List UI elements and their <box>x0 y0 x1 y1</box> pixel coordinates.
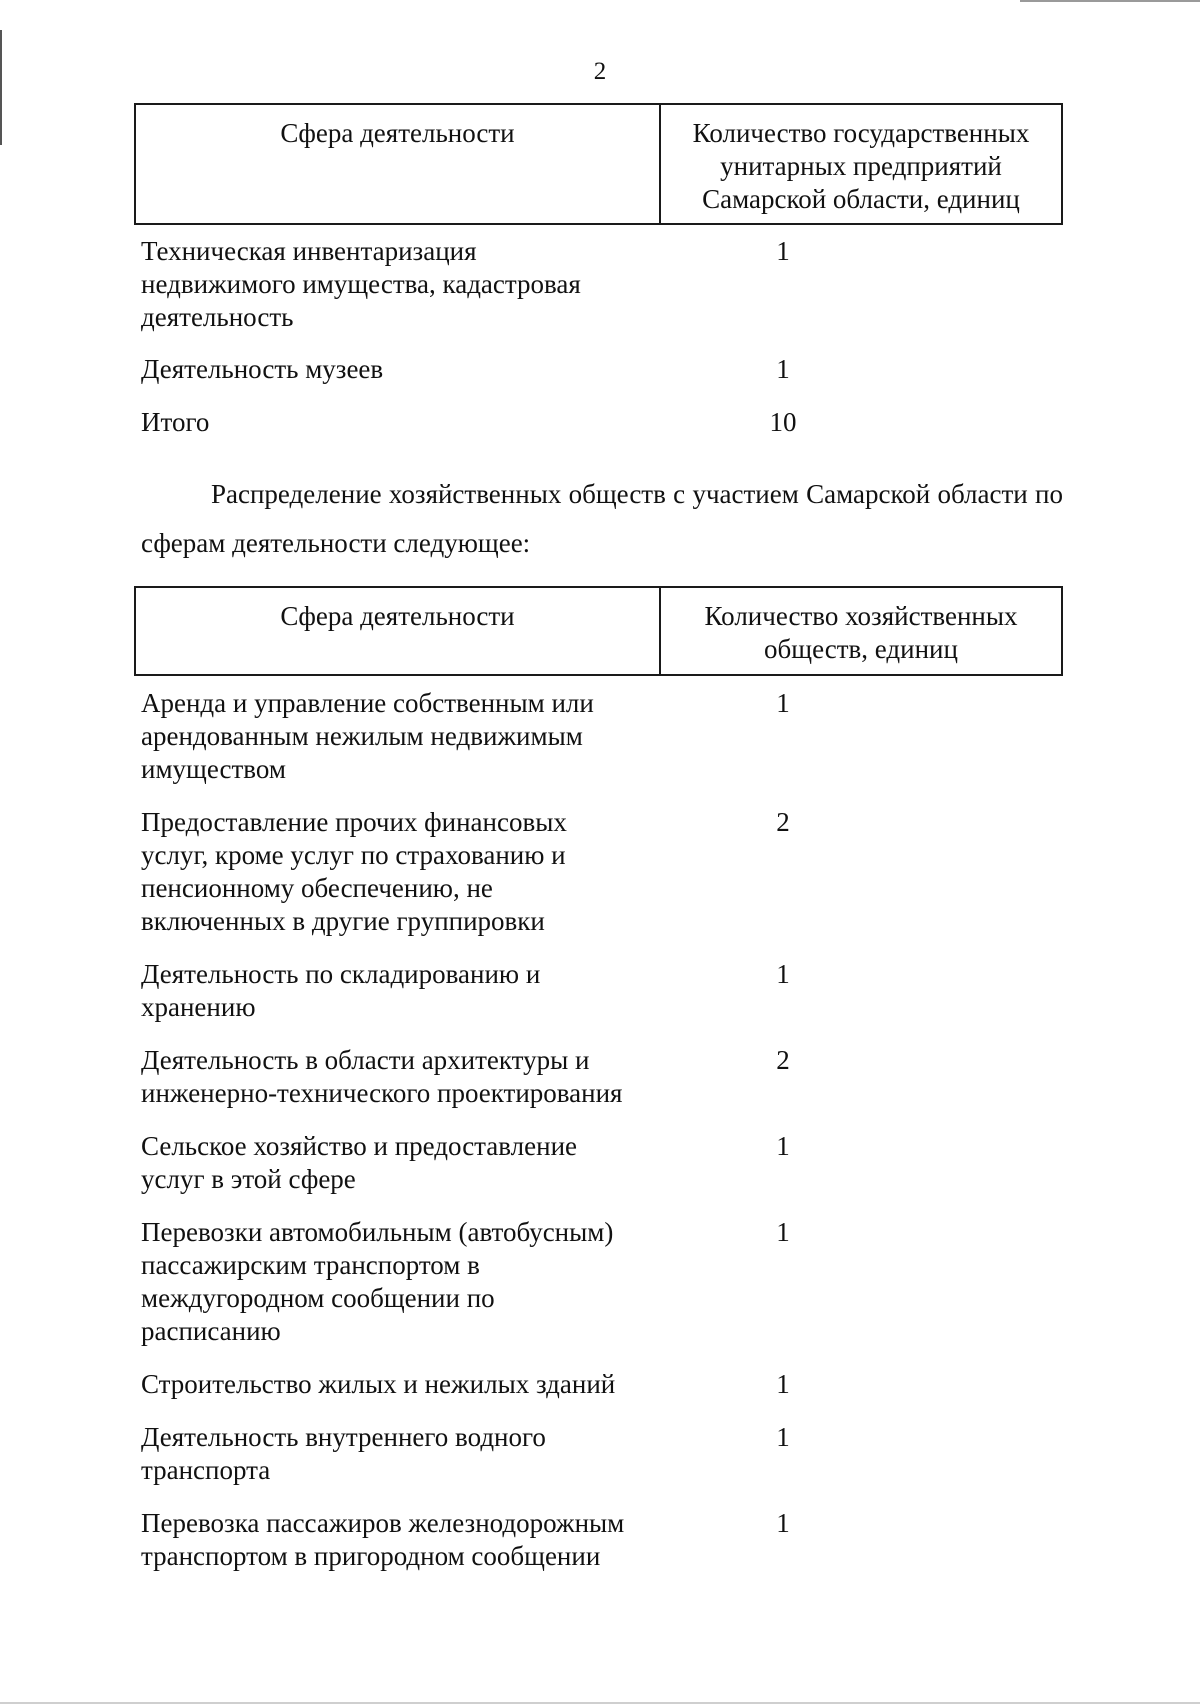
row-count: 1 <box>776 236 790 266</box>
row-sphere-line: расписанию <box>141 1316 281 1346</box>
row-sphere-line: Деятельность музеев <box>141 354 384 384</box>
intro-paragraph: Распределение хозяйственных обществ с участием Самарской области по сферам деятельности следующее: <box>141 479 1063 558</box>
row-count: 1 <box>776 1508 790 1538</box>
row-count: 10 <box>769 407 797 437</box>
table-row <box>141 1421 1063 1487</box>
row-sphere-line: Перевозка пассажиров железнодорожным <box>141 1508 625 1538</box>
scan-left-edge <box>0 30 2 145</box>
row-sphere-line: Сельское хозяйство и предоставление <box>141 1131 578 1161</box>
table1-header <box>134 103 1063 225</box>
row-sphere-line: Перевозки автомобильным (автобусным) <box>141 1217 614 1247</box>
row-sphere <box>141 235 676 334</box>
table-row <box>141 353 1063 386</box>
row-sphere-line: инженерно-технического проектирования <box>141 1078 623 1108</box>
table-row <box>141 1507 1063 1573</box>
table-row <box>141 235 1063 334</box>
row-count: 2 <box>776 807 790 837</box>
row-sphere-line: пассажирским транспортом в <box>141 1250 480 1280</box>
row-sphere <box>141 406 676 439</box>
row-sphere-line: деятельность <box>141 302 294 332</box>
table-row <box>141 1130 1063 1196</box>
row-sphere <box>141 1421 676 1487</box>
row-sphere <box>141 353 676 386</box>
table-row <box>141 806 1063 938</box>
table2-header-count <box>661 588 1061 674</box>
row-sphere-line: Деятельность в области архитектуры и <box>141 1045 590 1075</box>
table-row <box>141 1368 1063 1401</box>
row-sphere <box>141 1044 676 1110</box>
table1-header-count-line: унитарных предприятий <box>720 151 1002 181</box>
table2-header-count-line: обществ, единиц <box>764 634 958 664</box>
row-count: 1 <box>776 1422 790 1452</box>
row-sphere-line: Деятельность по складированию и <box>141 959 541 989</box>
scan-bottom-edge <box>0 1702 1200 1704</box>
table1-header-count-line: Количество государственных <box>692 118 1030 148</box>
table2-header <box>134 586 1063 676</box>
row-sphere-line: транспорта <box>141 1455 271 1485</box>
row-sphere-line: междугородном сообщении по <box>141 1283 495 1313</box>
row-count: 1 <box>776 1131 790 1161</box>
row-sphere-line: транспортом в пригородном сообщении <box>141 1541 601 1571</box>
row-sphere-line: Аренда и управление собственным или <box>141 688 594 718</box>
row-sphere-line: недвижимого имущества, кадастровая <box>141 269 581 299</box>
row-count: 1 <box>776 1217 790 1247</box>
row-count: 1 <box>776 688 790 718</box>
row-count: 1 <box>776 1369 790 1399</box>
table-row <box>141 1216 1063 1348</box>
table-row <box>141 687 1063 786</box>
table1-header-sphere: Сфера деятельности <box>136 105 661 223</box>
row-count: 1 <box>776 959 790 989</box>
table1-header-count <box>661 105 1061 223</box>
row-sphere <box>141 806 676 938</box>
page-number: 2 <box>593 58 607 85</box>
row-sphere-line: услуг в этой сфере <box>141 1164 356 1194</box>
table-row <box>141 1044 1063 1110</box>
row-sphere-line: арендованным нежилым недвижимым <box>141 721 583 751</box>
row-count: 1 <box>776 354 790 384</box>
row-sphere <box>141 1368 676 1401</box>
row-count: 2 <box>776 1045 790 1075</box>
row-sphere-line: включенных в другие группировки <box>141 906 545 936</box>
row-sphere <box>141 1130 676 1196</box>
table1-body <box>141 235 1063 459</box>
row-sphere-line: хранению <box>141 992 256 1022</box>
row-sphere-line: услуг, кроме услуг по страхованию и <box>141 840 566 870</box>
row-sphere-line: Деятельность внутреннего водного <box>141 1422 546 1452</box>
scan-top-edge <box>1020 0 1200 2</box>
table-row-total <box>141 406 1063 439</box>
table2-header-sphere: Сфера деятельности <box>136 588 661 674</box>
table1-header-count-line: Самарской области, единиц <box>702 184 1020 214</box>
table-row <box>141 958 1063 1024</box>
row-sphere <box>141 958 676 1024</box>
row-sphere-line: пенсионному обеспечению, не <box>141 873 493 903</box>
table2-header-count-line: Количество хозяйственных <box>704 601 1018 631</box>
table2-body <box>141 687 1063 1593</box>
row-sphere-line: Предоставление прочих финансовых <box>141 807 567 837</box>
row-sphere <box>141 1507 676 1573</box>
row-sphere-line: Техническая инвентаризация <box>141 236 477 266</box>
row-sphere-line: имуществом <box>141 754 286 784</box>
row-sphere-line: Строительство жилых и нежилых зданий <box>141 1369 616 1399</box>
row-sphere <box>141 687 676 786</box>
row-sphere <box>141 1216 676 1348</box>
row-sphere-line: Итого <box>141 407 210 437</box>
